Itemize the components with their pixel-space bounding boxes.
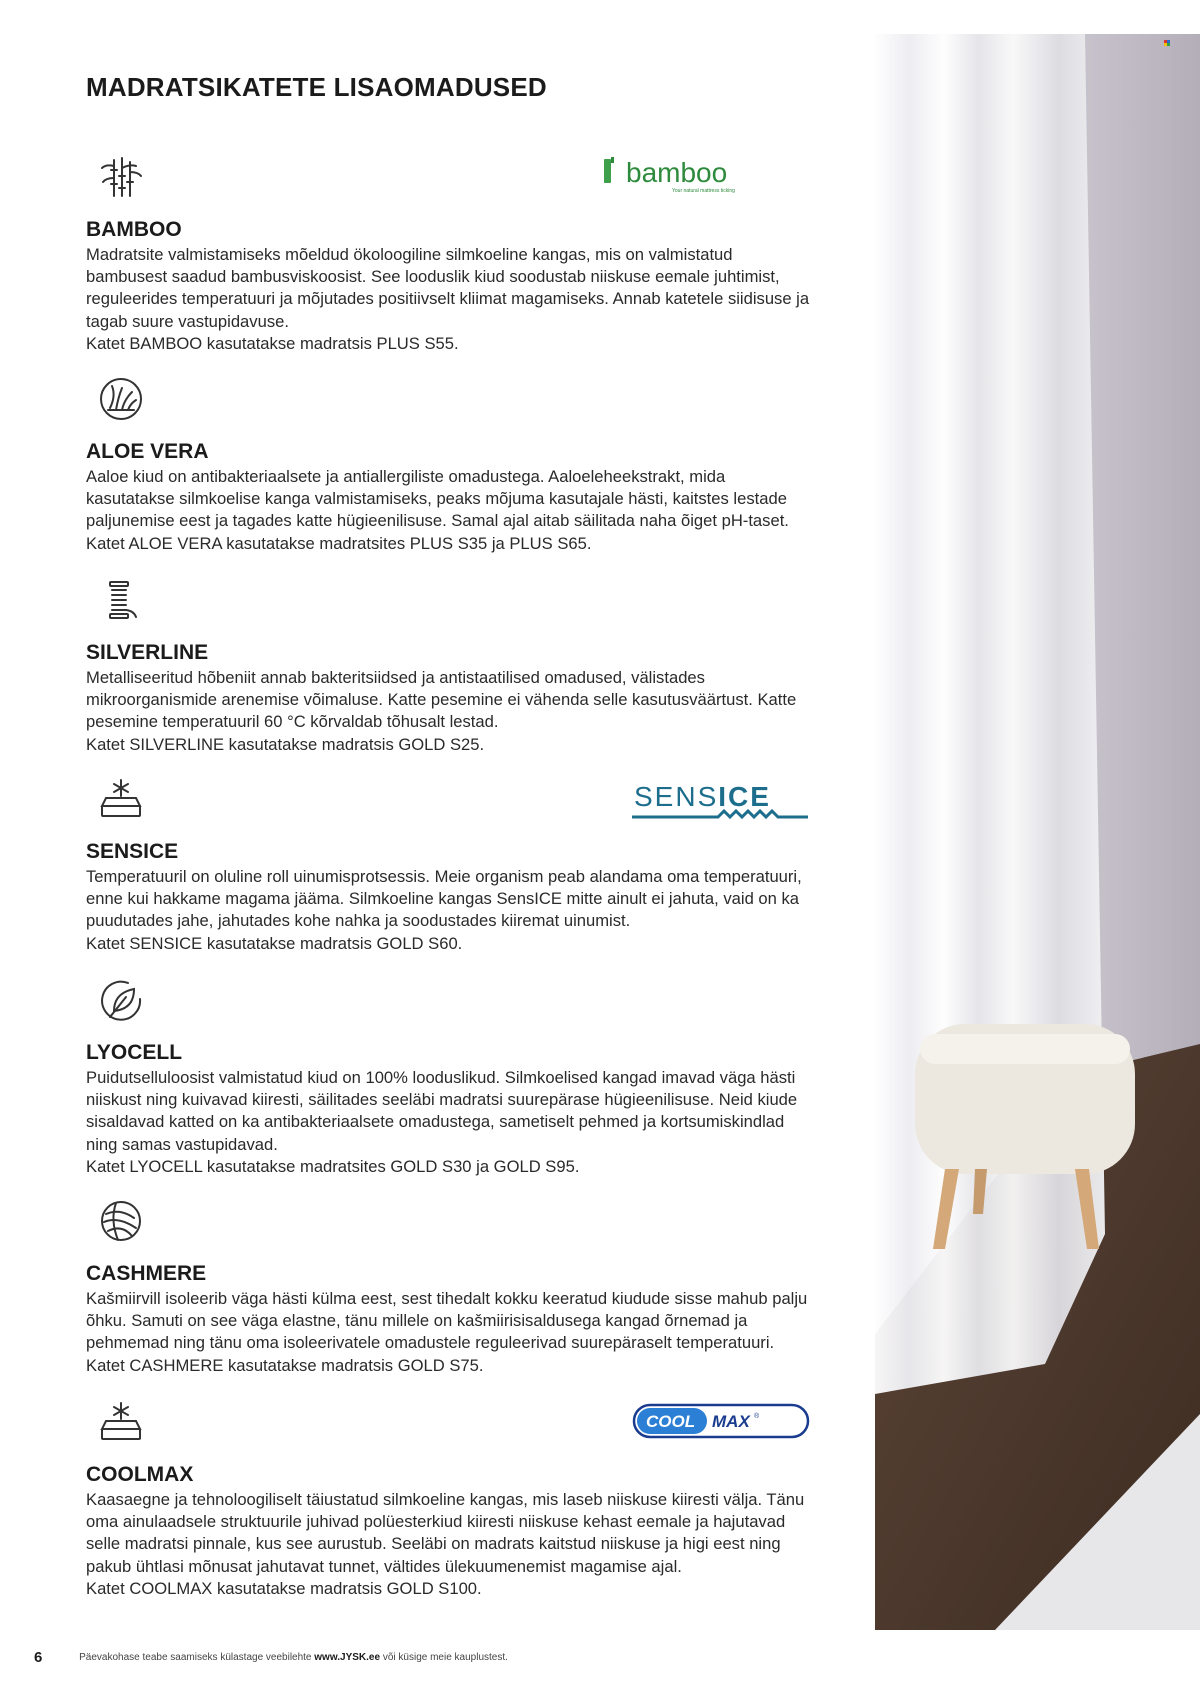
section-title: BAMBOO [86, 218, 182, 241]
page-number: 6 [34, 1649, 43, 1666]
coolmax-logo [632, 1403, 810, 1439]
footer-website-link[interactable]: www.JYSK.ee [314, 1652, 381, 1664]
bamboo-logo [602, 155, 772, 195]
section-usage: Katet COOLMAX kasutatakse madratsis GOLD S100. [86, 1578, 482, 1598]
coolmax-logo-right: MAX [712, 1412, 750, 1431]
section-title: LYOCELL [86, 1041, 183, 1064]
snowflake-mattress-icon [98, 1399, 144, 1445]
wool-ball-icon [98, 1198, 144, 1244]
color-mark [1164, 33, 1170, 39]
bamboo-logo-tagline: Your natural mattress ticking [672, 188, 735, 194]
section-usage: Katet CASHMERE kasutatakse madratsis GOLD S75. [86, 1355, 484, 1375]
section-title: SILVERLINE [86, 641, 209, 664]
section-description: Aaloe kiud on antibakteriaalsete ja antiallergiliste omadustega. Aaloeleheekstrakt, mida kasutatakse silmkoelise kanga valmistamiseks, peaks mõjuma kasutajale hästi, kaitstes lestade paljunemise eest ja tagades katte hügieenilisuse. Samal ajal aitab säilitada naha õiget pH-taset. [86, 467, 789, 531]
section-usage: Katet SILVERLINE kasutatakse madratsis GOLD S25. [86, 734, 485, 754]
aloe-vera-icon [98, 376, 144, 422]
section-description: Temperatuuril on oluline roll uinumisprotsessis. Meie organism peab alandama oma temperatuuri, enne kui hakkame magama jääma. Silmkoeline kangas SensICE mitte ainult ei jahuta, vaid on ka puudutades jahe, jahutades kohe nahka ja soodustades kiiremat uinumist. [86, 867, 802, 931]
section-title: ALOE VERA [86, 440, 209, 463]
footer-text-end: või küsige meie kauplustest. [382, 1652, 508, 1664]
section-title: SENSICE [86, 840, 179, 863]
section-description: Puidutselluloosist valmistatud kiud on 100% looduslikud. Silmkoelised kangad imavad väga hästi niiskust ning kuivavad kiiresti, säilitades seeläbi madratsi suurepärase hügieenilisuse. Neid kiude sisaldavad katted on ka antibakteriaalsete omadustega, sametiselt pehmed ja kortsumiskindlad ning samas vastupidavad. [86, 1068, 798, 1154]
sensice-logo-bold: ICE [718, 781, 771, 812]
bamboo-icon [98, 154, 144, 200]
room-photo [875, 34, 1200, 1630]
footer [34, 1649, 508, 1666]
section-description: Kašmiirvill isoleerib väga hästi külma eest, sest tihedalt kokku keeratud kiudude sisse mahub palju õhku. Samuti on see väga elastne, tänu millele on kašmiirisisaldusega kangad õrnemad ja pehmemad ning tänu oma isoleerivatele omadustele reguleerivad suurepäraselt temperatuuri. [86, 1289, 808, 1353]
section-description: Metalliseeritud hõbeniit annab bakteritsiidsed ja antistaatilised omadused, välistades mikroorganismide arenemise võimaluse. Katte pesemine ei vähenda selle kasutusväärtust. Katte pesemine temperatuuril 60 °C kõrvaldab tõhusalt lestad. [86, 668, 797, 732]
section-usage: Katet ALOE VERA kasutatakse madratsites PLUS S35 ja PLUS S65. [86, 533, 592, 553]
coolmax-logo-left: COOL [646, 1412, 696, 1431]
section-title: CASHMERE [86, 1262, 207, 1285]
section-description: Madratsite valmistamiseks mõeldud ökoloogiline silmkoeline kangas, mis on valmistatud bambusest saadud bambusviskoosist. See looduslik kiud soodustab niiskuse eemale juhtimist, reguleerides temperatuuri ja mõjutades positiivselt kliimat magamiseks. Annab katetele siidisuse ja tagab suure vastupidavuse. [86, 245, 810, 331]
section-description: Kaasaegne ja tehnoloogiliselt täiustatud silmkoeline kangas, mis laseb niiskuse kiiresti välja. Tänu oma ainulaadsele struktuurile juhivad polüesterkiud kiiresti niiskuse kehast eemale ja hajutavad selle madratsi pinnale, kus see aurustub. Seeläbi on madrats kaitstud niiskuse ja higi eest ning pakub ühtlasi mõnusat jahutavat tunnet, vältides ülekuumenemist magamise ajal. [86, 1490, 805, 1576]
leaf-cycle-icon [98, 977, 144, 1023]
footer-text: Päevakohase teabe saamiseks külastage veebilehte [79, 1652, 312, 1664]
coolmax-logo-mark: ® [754, 1413, 760, 1420]
page-title: MADRATSIKATETE LISAOMADUSED [86, 72, 547, 102]
section-usage: Katet SENSICE kasutatakse madratsis GOLD S60. [86, 933, 463, 953]
snowflake-mattress-icon [98, 776, 144, 822]
section-usage: Katet LYOCELL kasutatakse madratsites GOLD S30 ja GOLD S95. [86, 1156, 580, 1176]
svg-text:SENSICE [634, 781, 771, 812]
thread-spool-icon [98, 577, 144, 623]
section-title: COOLMAX [86, 1463, 194, 1486]
bamboo-logo-text: bamboo [626, 157, 728, 188]
section-usage: Katet BAMBOO kasutatakse madratsis PLUS S55. [86, 333, 459, 353]
sensice-logo [632, 770, 812, 826]
sensice-logo-light: SENS [634, 781, 719, 812]
